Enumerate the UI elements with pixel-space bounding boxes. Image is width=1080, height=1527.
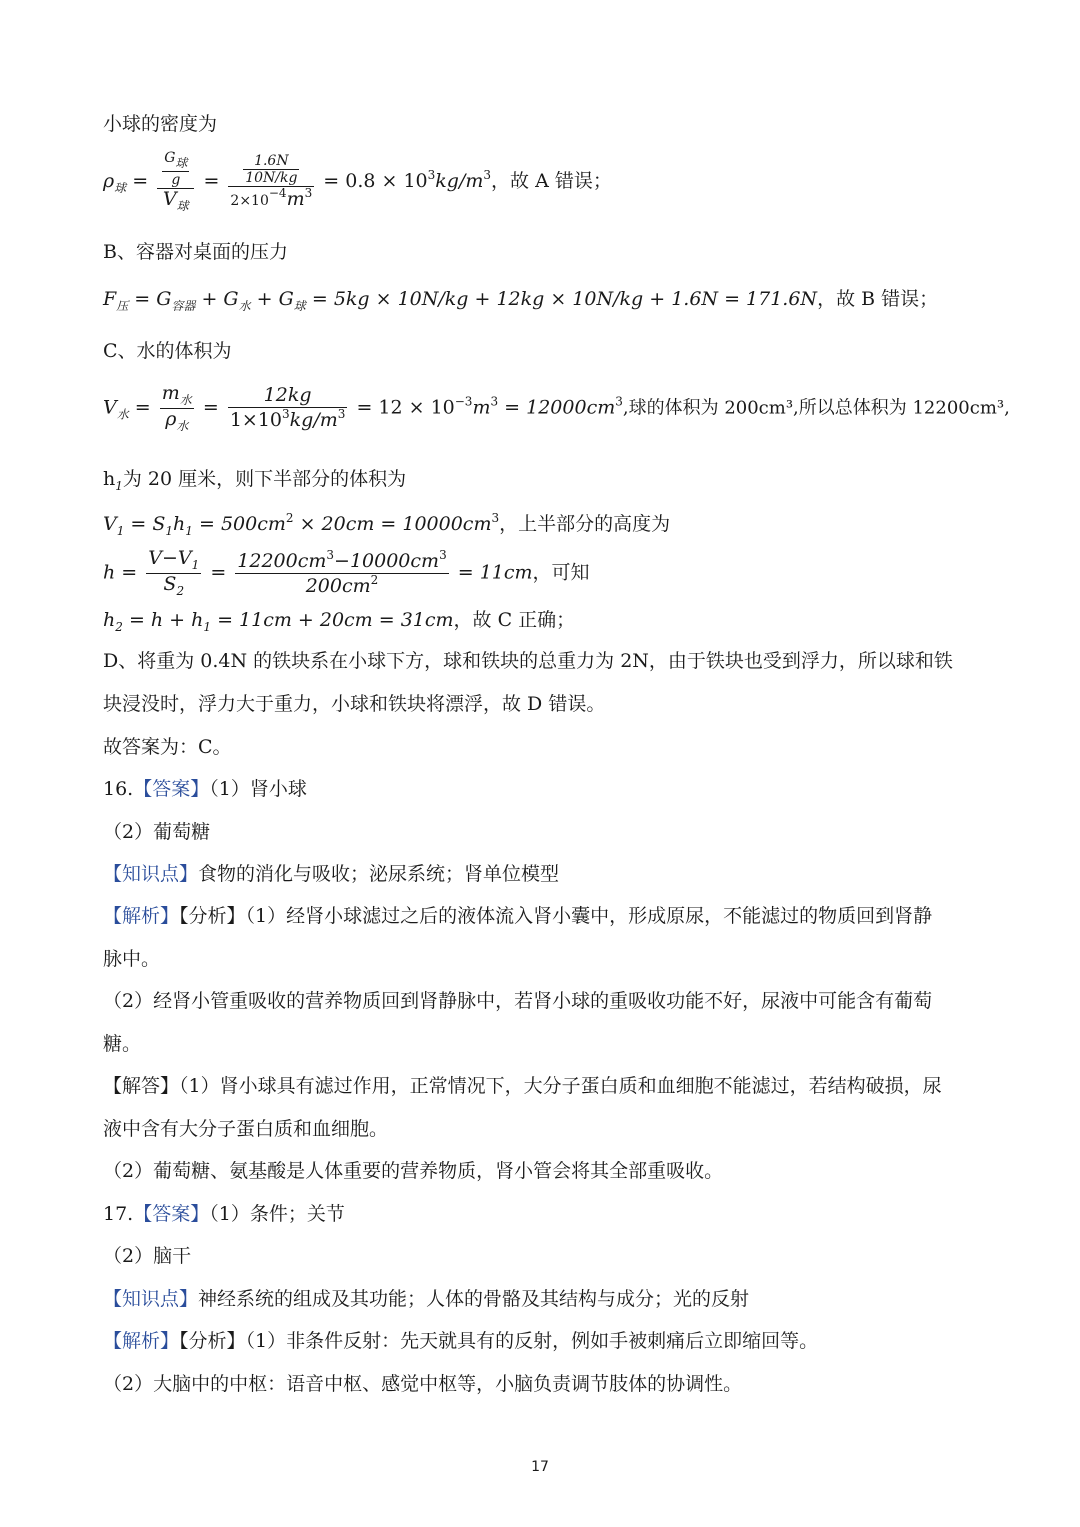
lower-volume-formula: $V_1 = S_1h_1 = 500cm^2 \times 20cm = 10000cm^3$，上半部分的高度为 [103, 511, 671, 538]
pressure-formula: $F_压 = G_{容器} + G_水 + G_球 = 5kg \times 10N/kg + 12kg \times 10N/kg + 1.6N = 171.6N$，故 B 错误； [103, 288, 939, 313]
text-line: C、水的体积为 [103, 340, 232, 362]
text-line: B、容器对桌面的压力 [103, 241, 288, 263]
text-line: 小球的密度为 [103, 113, 218, 135]
question-17-knowledge: 【知识点】神经系统的组成及其功能；人体的骨骼及其结构与成分；光的反射 [103, 1288, 750, 1310]
text-line: （2）葡萄糖 [103, 821, 211, 843]
text-line: 糖。 [103, 1033, 142, 1055]
total-height-formula: $h_2 = h + h_1 = 11cm + 20cm = 31cm$，故 C 正确； [103, 609, 576, 634]
question-16-answer: 16.【答案】（1）肾小球 [103, 778, 307, 800]
text-line: （2）经肾小管重吸收的营养物质回到肾静脉中，若肾小球的重吸收功能不好，尿液中可能含有葡萄 [103, 990, 933, 1012]
question-16-knowledge: 【知识点】食物的消化与吸收；泌尿系统；肾单位模型 [103, 863, 560, 885]
question-16-analysis: 【解析】【分析】（1）经肾小球滤过之后的液体流入肾小囊中，形成原尿，不能滤过的物质回到肾静 [103, 905, 933, 927]
text-line: 液中含有大分子蛋白质和血细胞。 [103, 1118, 389, 1140]
question-17-analysis: 【解析】【分析】（1）非条件反射：先天就具有的反射，例如手被刺痛后立即缩回等。 [103, 1330, 819, 1352]
height-formula: h = $\frac{V-V_1}{S_2}$ = $\frac{12200cm^3-10000cm^3}{200cm^2}$ = 11cm，可知 [103, 547, 590, 598]
text-line: （2）葡萄糖、氨基酸是人体重要的营养物质，肾小管会将其全部重吸收。 [103, 1160, 724, 1182]
fraction: $\frac{\frac{1.6N}{10N/kg}}{2\times 10-4m3}$ [230, 152, 313, 211]
text-line: 脉中。 [103, 948, 161, 970]
volume-formula: $V_水$ = $\frac{m_水}{\rho_水}$ = $\frac{12kg}{1\times 10^3kg/m^3}$ = $12 \times 10^{-3}m^3 = 12000cm^3$,球的体积为 200cm³,所以总体积为 12200cm³, [103, 382, 1010, 433]
text-line: 块浸没时，浮力大于重力，小球和铁块将漂浮，故 D 错误。 [103, 693, 606, 715]
text-line: 故答案为：C。 [103, 736, 232, 758]
density-formula: $\rho_球$ = $\frac{\frac{\text{G球}}{g}}{V_球}$ = $\frac{\frac{1.6N}{10N/kg}}{2\times 10-4m3}$ = $0.8 \times 10^3kg/m^3$，故 A 错误； [103, 150, 612, 213]
page-number: 17 [531, 1459, 549, 1475]
text-line: D、将重为 0.4N 的铁块系在小球下方，球和铁块的总重力为 2N，由于铁块也受到浮力，所以球和铁 [103, 650, 953, 672]
text-line: 【解答】（1）肾小球具有滤过作用，正常情况下，大分子蛋白质和血细胞不能滤过，若结构破损，尿 [103, 1075, 942, 1097]
text-line: $h_1$为 20 厘米，则下半部分的体积为 [103, 468, 407, 493]
text-line: （2）大脑中的中枢：语音中枢、感觉中枢等，小脑负责调节肢体的协调性。 [103, 1373, 743, 1395]
text-line: （2）脑干 [103, 1245, 192, 1267]
fraction: $\frac{\frac{\text{G球}}{g}}{V_球}$ [157, 150, 194, 214]
question-17-answer: 17.【答案】（1）条件；关节 [103, 1203, 345, 1225]
